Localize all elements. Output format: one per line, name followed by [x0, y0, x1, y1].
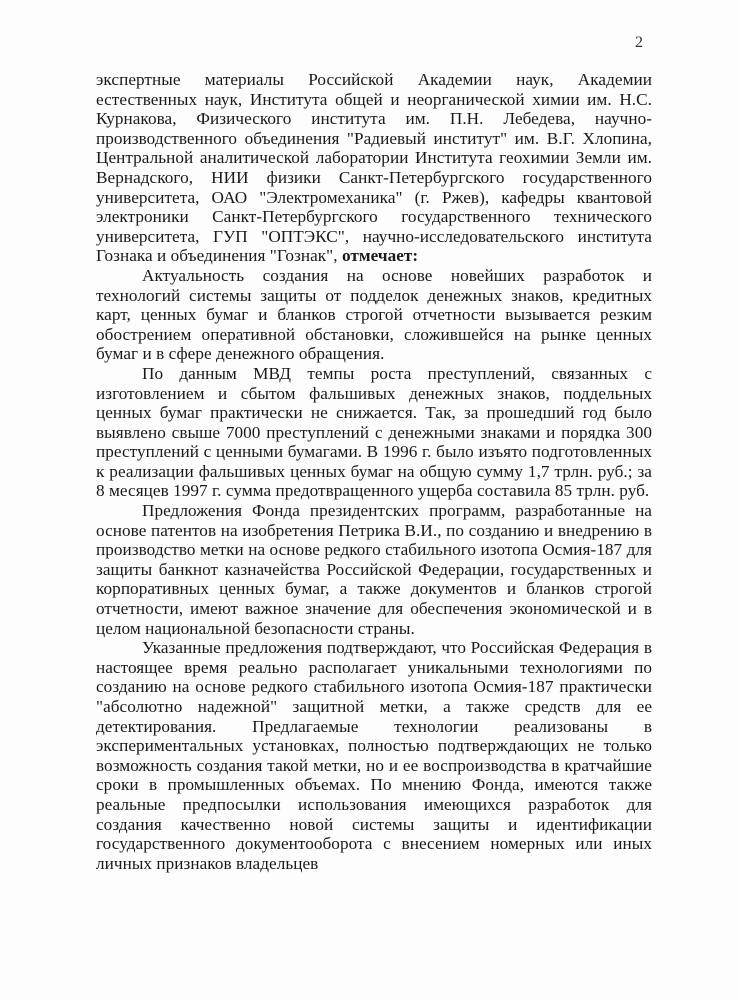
paragraph-mvd-statistics: По данным МВД темпы роста преступлений, связанных с изготовлением и сбытом фальшивых денежных знаков, поддельных ценных бумаг практически не снижается. Так, за прошедший год было выявлено свыше 7000 преступлений с денежными знаками и порядка 300 преступлений с ценными бумагами. В 1996 г. было изъято подготовленных к реализации фальшивых ценных бумаг на общую сумму 1,7 трлн. руб.; за 8 месяцев 1997 г. сумма предотвращенного ущерба составила 85 трлн. руб. [96, 363, 652, 501]
paragraph-relevance: Актуальность создания на основе новейших разработок и технологий системы защиты от подделок денежных знаков, кредитных карт, ценных бумаг и бланков строгой отчетности вызывается резким обострением оперативной обстановки, сложившейся на рынке ценных бумаг и в сфере денежного обращения. [96, 265, 652, 364]
paragraph-technologies: Указанные предложения подтверждают, что Российская Федерация в настоящее время реально располагает уникальными технологиями по созданию на основе редкого стабильного изотопа Осмия-187 практически "абсолютно надежной" защитной метки, а также средств для ее детектирования. Предлагаемые технологии реализованы в экспериментальных установках, полностью подтверждающих не только возможность создания такой метки, но и ее воспроизводства в кратчайшие сроки в промышленных объемах. По мнению Фонда, имеются также реальные предпосылки использования имеющихся разработок для создания качественно новой системы защиты и идентификации государственного документооборота с внесением номерных или иных личных признаков владельцев [96, 638, 652, 873]
page-number: 2 [635, 34, 643, 51]
document-body [96, 70, 652, 873]
paragraph-fund-proposals: Предложения Фонда президентских программ, разработанные на основе патентов на изобретения Петрика В.И., по созданию и внедрению в производство метки на основе редкого стабильного изотопа Осмия-187 для защиты банкнот казначейства Российской Федерации, государственных и корпоративных ценных бумаг, а также документов и бланков строгой отчетности, имеют важное значение для обеспечения экономической и в целом национальной безопасности страны. [96, 501, 652, 638]
paragraph-experts-text: экспертные материалы Российской Академии наук, Академии естественных наук, Института общей и неорганической химии им. Н.С. Курнакова, Физического института им. П.Н. Лебедева, научно-производственного объединения "Радиевый институт" им. В.Г. Хлопина, Центральной аналитической лаборатории Института геохимии Земли им. Вернадского, НИИ физики Санкт-Петербургского государственного университета, ОАО "Электромеханика" (г. Ржев), кафедры квантовой электроники Санкт-Петербургского государственного технического университета, ГУП "ОПТЭКС", научно-исследовательского института Гознака и объединения "Гознак", [96, 70, 652, 266]
paragraph-experts-bold: отмечает: [341, 246, 419, 266]
paragraph-experts [96, 70, 652, 266]
